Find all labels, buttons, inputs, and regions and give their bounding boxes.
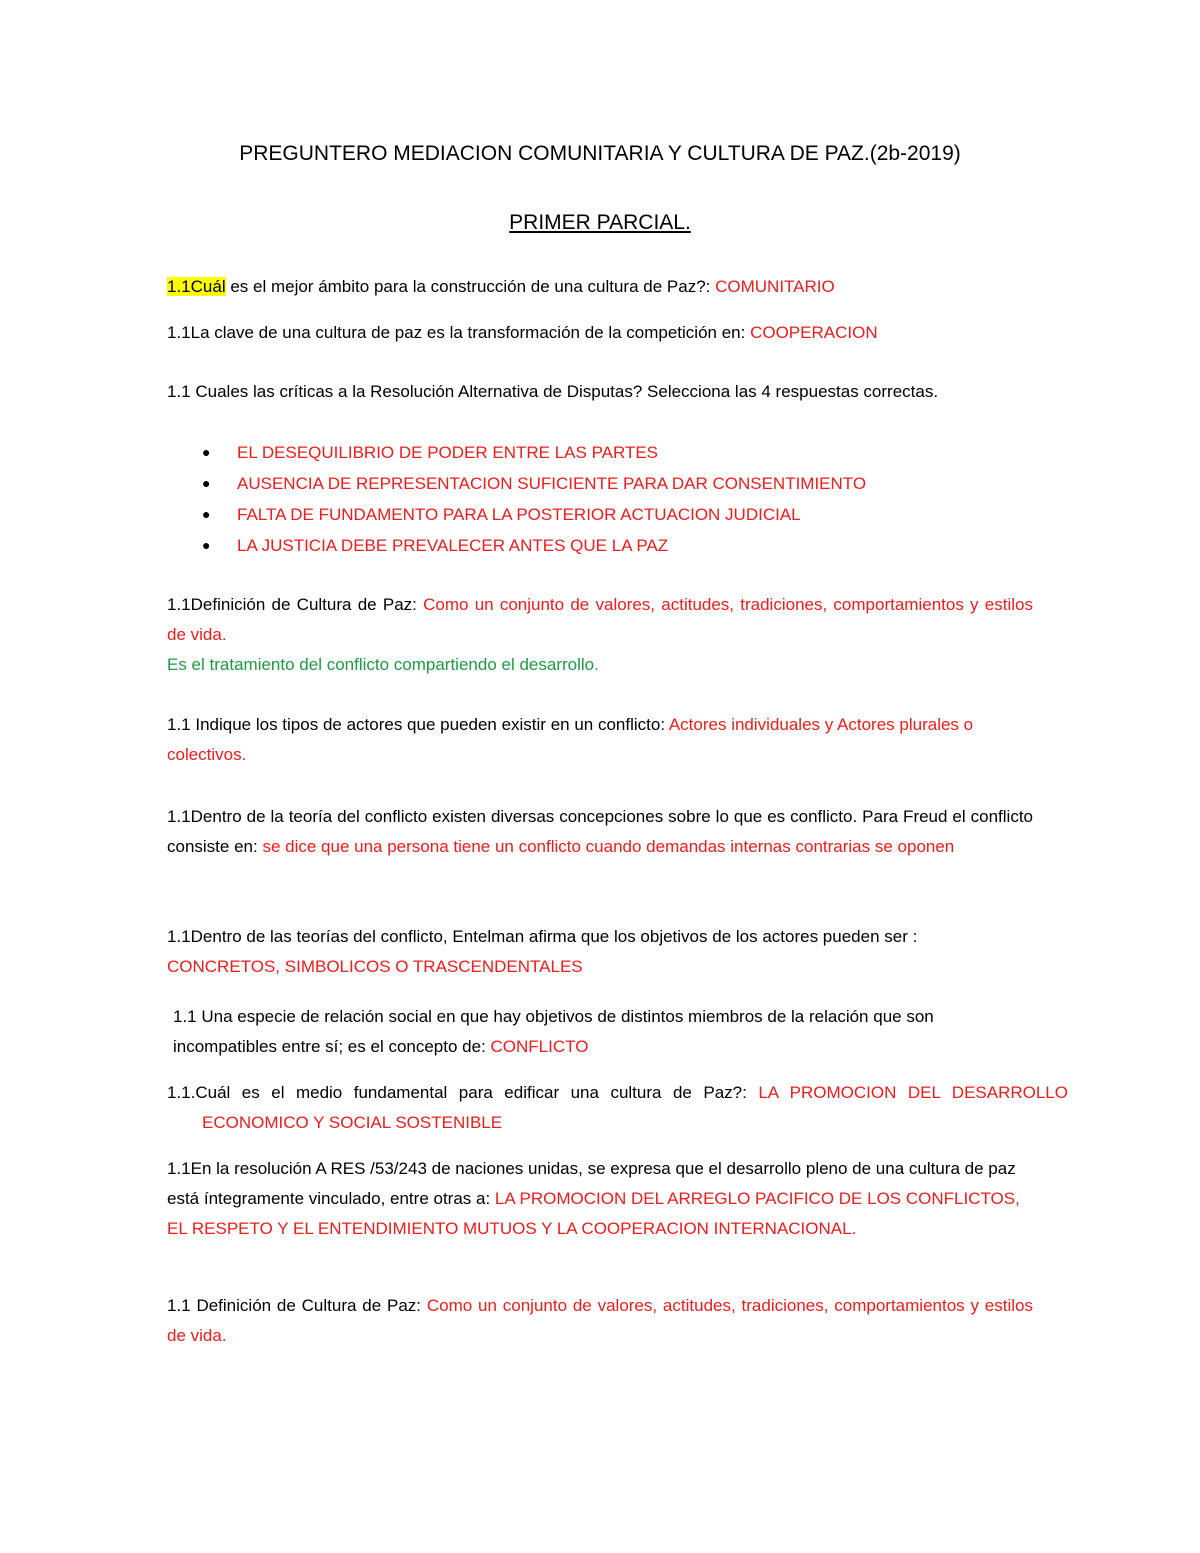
- question-8: [173, 1002, 1033, 1062]
- question-6-answer: se dice que una persona tiene un conflicto cuando demandas internas contrarias se oponen: [262, 837, 955, 856]
- bullet-icon: ●: [202, 444, 211, 460]
- document-subtitle: PRIMER PARCIAL.: [509, 211, 691, 234]
- question-1: [167, 272, 1033, 302]
- question-11-answer: Como un conjunto de valores, actitudes, tradiciones, comportamientos y estilos de vida.: [167, 1296, 1033, 1345]
- question-6-text: 1.1Dentro de la teoría del conflicto existen diversas concepciones sobre lo que es conflicto. Para Freud el conflicto consiste en:: [167, 807, 1033, 856]
- question-2-answer: COOPERACION: [750, 323, 878, 342]
- question-6: [167, 802, 1033, 862]
- question-5-answer: Actores individuales y Actores plurales o colectivos.: [167, 715, 974, 764]
- question-1-text: es el mejor ámbito para la construcción de una cultura de Paz?:: [225, 277, 716, 296]
- question-3: [167, 377, 1033, 407]
- document-title: PREGUNTERO MEDIACION COMUNITARIA Y CULTURA DE PAZ.(2b-2019): [239, 142, 961, 165]
- list-item-text: EL DESEQUILIBRIO DE PODER ENTRE LAS PARTES: [237, 443, 659, 462]
- bullet-icon: ●: [202, 537, 211, 553]
- question-10-answer: LA PROMOCION DEL ARREGLO PACIFICO DE LOS CONFLICTOS, EL RESPETO Y EL ENTENDIMIENTO MUTUOS Y LA COOPERACION INTERNACIONAL.: [167, 1189, 1020, 1238]
- question-1-highlight: 1.1Cuál: [167, 277, 226, 296]
- question-3-answer-list: [167, 437, 1033, 561]
- question-3-text: 1.1 Cuales las críticas a la Resolución Alternativa de Disputas? Selecciona las 4 respuestas correctas.: [167, 382, 939, 401]
- question-4-extra: Es el tratamiento del conflicto compartiendo el desarrollo.: [167, 655, 599, 674]
- list-item: [167, 530, 1033, 561]
- bullet-icon: ●: [202, 506, 211, 522]
- question-5: [167, 710, 1033, 770]
- question-9-text: 1.1.Cuál es el medio fundamental para edificar una cultura de Paz?:: [167, 1083, 759, 1102]
- list-item-text: AUSENCIA DE REPRESENTACION SUFICIENTE PARA DAR CONSENTIMIENTO: [237, 474, 867, 493]
- list-item-text: LA JUSTICIA DEBE PREVALECER ANTES QUE LA PAZ: [237, 536, 669, 555]
- question-11-text: 1.1 Definición de Cultura de Paz:: [167, 1296, 427, 1315]
- question-7-text: 1.1Dentro de las teorías del conflicto, Entelman afirma que los objetivos de los actores pueden ser :: [167, 927, 918, 946]
- question-4-answer: Como un conjunto de valores, actitudes, tradiciones, comportamientos y estilos de vida.: [167, 595, 1033, 644]
- list-item: [167, 499, 1033, 530]
- list-item: [167, 468, 1033, 499]
- question-9-answer: LA PROMOCION DEL DESARROLLO ECONOMICO Y SOCIAL SOSTENIBLE: [202, 1083, 1068, 1132]
- question-9: [167, 1078, 1068, 1138]
- question-7-answer: CONCRETOS, SIMBOLICOS O TRASCENDENTALES: [167, 957, 583, 976]
- question-4: [167, 590, 1033, 650]
- question-11: [167, 1291, 1033, 1351]
- list-item-text: FALTA DE FUNDAMENTO PARA LA POSTERIOR ACTUACION JUDICIAL: [237, 505, 801, 524]
- question-1-answer: COMUNITARIO: [715, 277, 835, 296]
- question-8-text: 1.1 Una especie de relación social en que hay objetivos de distintos miembros de la relación que son incompatibles entre sí; es el concepto de:: [173, 1007, 934, 1056]
- question-10: [167, 1154, 1033, 1244]
- bullet-icon: ●: [202, 475, 211, 491]
- question-2: [167, 318, 1033, 348]
- question-4-text: 1.1Definición de Cultura de Paz:: [167, 595, 424, 614]
- question-8-answer: CONFLICTO: [490, 1037, 589, 1056]
- question-7: [167, 922, 1033, 982]
- list-item: [167, 437, 1033, 468]
- question-5-text: 1.1 Indique los tipos de actores que pueden existir en un conflicto:: [167, 715, 669, 734]
- question-2-text: 1.1La clave de una cultura de paz es la transformación de la competición en:: [167, 323, 751, 342]
- question-10-text: 1.1En la resolución A RES /53/243 de naciones unidas, se expresa que el desarrollo pleno de una cultura de paz está íntegramente vinculado, entre otras a:: [167, 1159, 1016, 1208]
